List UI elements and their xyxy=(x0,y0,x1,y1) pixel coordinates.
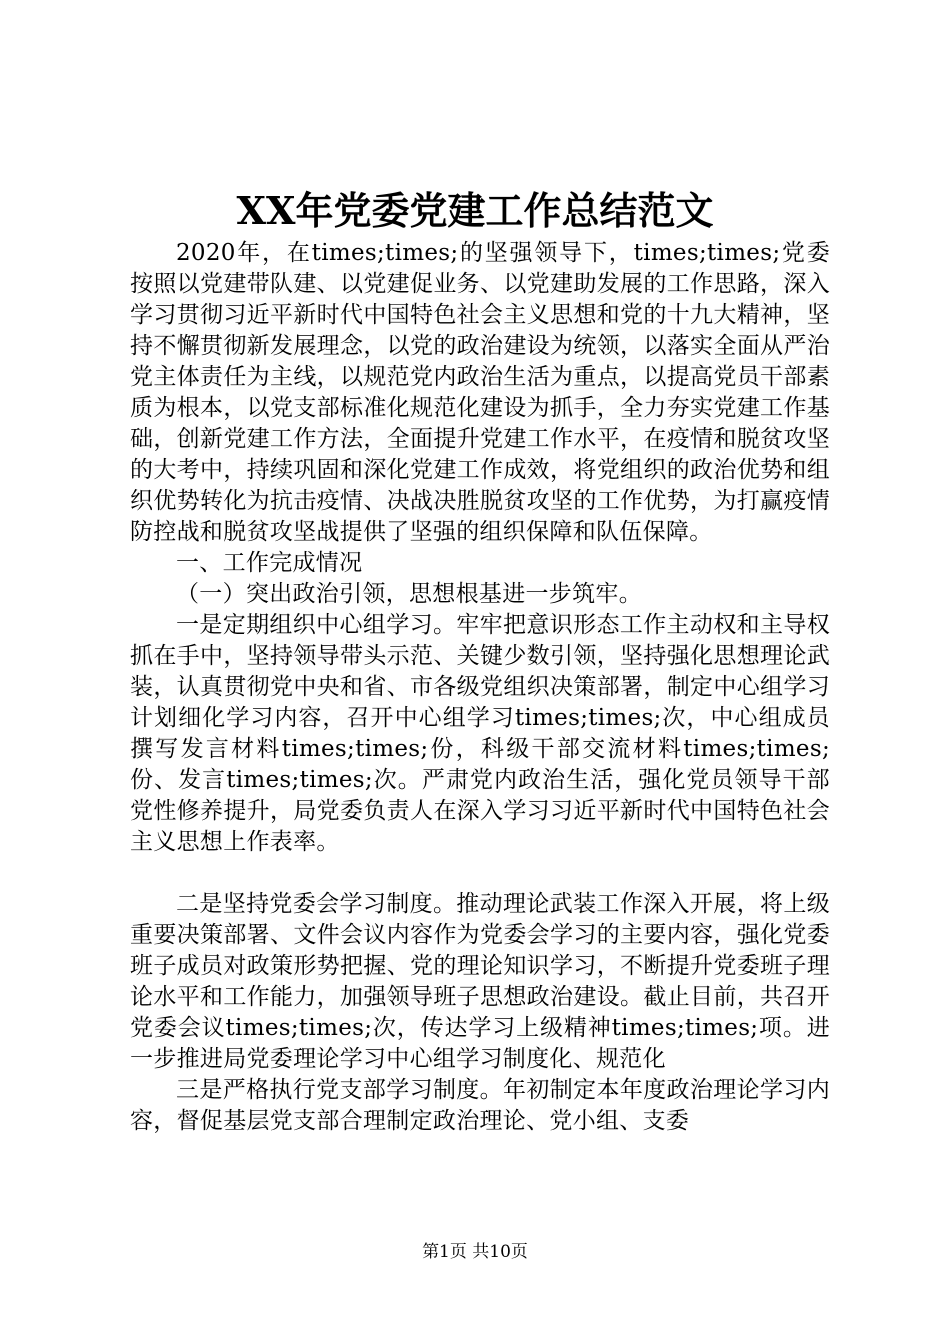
paragraph-intro: 2020年，在times;times;的坚强领导下，times;times;党委按照以党建带队建、以党建促业务、以党建助发展的工作思路，深入学习贯彻习近平新时代中国特色社会主义思想和党的十九大精神，坚持不懈贯彻新发展理念，以党的政治建设为统领，以落实全面从严治党主体责任为主线，以规范党内政治生活为重点，以提高党员干部素质为根本，以党支部标准化规范化建设为抓手，全力夯实党建工作基础，创新党建工作方法，全面提升党建工作水平，在疫情和脱贫攻坚的大考中，持续巩固和深化党建工作成效，将党组织的政治优势和组织优势转化为抗击疫情、决战决胜脱贫攻坚的工作优势，为打赢疫情防控战和脱贫攻坚战提供了坚强的组织保障和队伍保障。 xyxy=(130,240,830,545)
subsection-heading: （一）突出政治引领，思想根基进一步筑牢。 xyxy=(176,581,642,607)
document-body xyxy=(130,238,830,1137)
paragraph-item-1: 一是定期组织中心组学习。牢牢把意识形态工作主动权和主导权抓在手中，坚持领导带头示范、关键少数引领，坚持强化思想理论武装，认真贯彻党中央和省、市各级党组织决策部署，制定中心组学习计划细化学习内容，召开中心组学习times;times;次，中心组成员撰写发言材料times;times;份，科级干部交流材料times;times;份、发言times;times;次。严肃党内政治生活，强化党员领导干部党性修养提升，局党委负责人在深入学习习近平新时代中国特色社会主义思想上作表率。 xyxy=(130,612,830,855)
paragraph-item-3: 三是严格执行党支部学习制度。年初制定本年度政治理论学习内容，督促基层党支部合理制定政治理论、党小组、支委 xyxy=(130,1077,830,1134)
paragraph-item-2: 二是坚持党委会学习制度。推动理论武装工作深入开展，将上级重要决策部署、文件会议内容作为党委会学习的主要内容，强化党委班子成员对政策形势把握、党的理论知识学习，不断提升党委班子理论水平和工作能力，加强领导班子思想政治建设。截止目前，共召开党委会议times;times;次，传达学习上级精神times;times;项。进一步推进局党委理论学习中心组学习制度化、规范化 xyxy=(130,891,830,1072)
section-heading: 一、工作完成情况 xyxy=(176,550,363,576)
page-footer: 第1页 共10页 xyxy=(422,1242,528,1262)
document-title: XX年党委党建工作总结范文 xyxy=(236,188,714,233)
